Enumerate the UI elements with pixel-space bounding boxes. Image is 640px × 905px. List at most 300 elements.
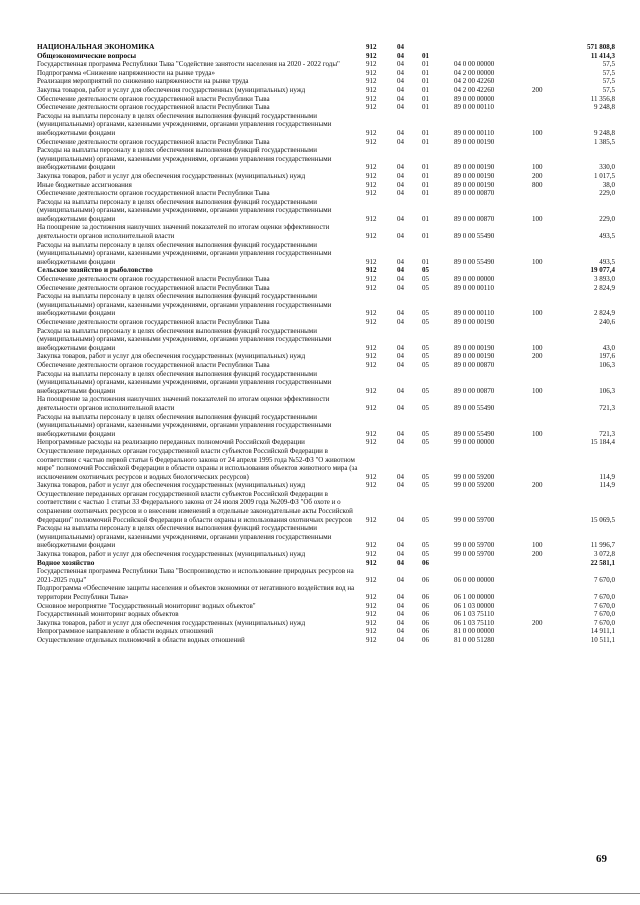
- table-row: [37, 395, 615, 412]
- cell-name: Закупка товаров, работ и услуг для обеспечения государственных (муниципальных) нужд: [37, 618, 306, 627]
- cell-section-code: 04: [397, 472, 404, 481]
- cell-section-code: 04: [397, 266, 404, 275]
- table-section-row: [37, 559, 615, 568]
- cell-ministry-code: 912: [366, 481, 377, 490]
- cell-section-code: 04: [397, 601, 404, 610]
- table-row: [37, 284, 615, 293]
- cell-target-article: 89 0 00 00000: [454, 94, 495, 103]
- cell-amount: 7 670,0: [594, 610, 615, 619]
- table-row: [37, 60, 615, 69]
- cell-ministry-code: 912: [366, 343, 377, 352]
- bottom-divider: [0, 893, 640, 894]
- cell-ministry-code: 912: [366, 575, 377, 584]
- table-row: [37, 327, 615, 353]
- table-row: [37, 95, 615, 104]
- cell-ministry-code: 912: [366, 610, 377, 619]
- cell-amount: 57,5: [602, 85, 615, 94]
- cell-ministry-code: 912: [366, 60, 377, 69]
- cell-expense-type: [531, 636, 561, 645]
- cell-subsection-code: 05: [422, 472, 429, 481]
- cell-amount: 15 184,4: [590, 438, 615, 447]
- cell-ministry-code: 912: [366, 472, 377, 481]
- cell-subsection-code: 01: [422, 68, 429, 77]
- cell-name: Расходы на выплаты персоналу в целях обеспечения выполнения функций государственными (муниципальными) органами, казенными учреждениями, органами управления государственными внебюджетными фондами: [37, 111, 332, 137]
- cell-name: Осуществление отдельных полномочий в области водных отношений: [37, 635, 245, 644]
- cell-subsection-code: 01: [422, 232, 429, 241]
- table-row: [37, 275, 615, 284]
- cell-amount: 106,3: [599, 386, 615, 395]
- cell-target-article: 89 0 00 00870: [454, 189, 495, 198]
- cell-amount: 57,5: [602, 77, 615, 86]
- cell-expense-type: [531, 275, 561, 284]
- cell-ministry-code: 912: [366, 180, 377, 189]
- cell-section-code: 04: [397, 68, 404, 77]
- cell-section-code: 04: [397, 627, 404, 636]
- cell-name: Основное мероприятие "Государственный мониторинг водных объектов": [37, 601, 256, 610]
- cell-name: Обеспечение деятельности органов государственной власти Республики Тыва: [37, 94, 270, 103]
- cell-amount: 15 069,5: [590, 515, 615, 524]
- cell-subsection-code: 05: [422, 438, 429, 447]
- cell-expense-type: [531, 284, 561, 293]
- table-row: [37, 584, 615, 601]
- cell-subsection-code: 05: [422, 429, 429, 438]
- cell-target-article: 89 0 00 55490: [454, 429, 495, 438]
- cell-subsection-code: 05: [422, 275, 429, 284]
- cell-ministry-code: 912: [366, 94, 377, 103]
- table-row: [37, 69, 615, 78]
- cell-target-article: 89 0 00 55490: [454, 257, 495, 266]
- cell-amount: 330,0: [599, 163, 615, 172]
- cell-expense-type: 100: [532, 257, 543, 266]
- cell-expense-type: 200: [532, 550, 543, 559]
- cell-target-article: 99 0 00 59200: [454, 472, 495, 481]
- cell-expense-type: [531, 138, 561, 147]
- cell-section-code: 04: [397, 163, 404, 172]
- cell-section-code: 04: [397, 558, 404, 567]
- cell-name: Расходы на выплаты персоналу в целях обеспечения выполнения функций государственными (муниципальными) органами, казенными учреждениями, органами управления государственными внебюджетными фондами: [37, 524, 332, 550]
- cell-target-article: [453, 52, 531, 61]
- cell-target-article: 89 0 00 00190: [454, 352, 495, 361]
- cell-ministry-code: 912: [366, 51, 377, 60]
- cell-amount: 114,9: [599, 481, 615, 490]
- cell-name: Обеспечение деятельности органов государственной власти Республики Тыва: [37, 360, 270, 369]
- cell-subsection-code: 05: [422, 352, 429, 361]
- cell-section-code: 04: [397, 232, 404, 241]
- cell-amount: 11 356,8: [590, 94, 615, 103]
- cell-expense-type: [531, 60, 561, 69]
- cell-subsection-code: 01: [422, 51, 429, 60]
- cell-expense-type: 100: [532, 541, 543, 550]
- cell-expense-type: 100: [532, 214, 543, 223]
- cell-section-code: 04: [397, 128, 404, 137]
- cell-subsection-code: 01: [422, 60, 429, 69]
- cell-section-code: 04: [397, 103, 404, 112]
- cell-ministry-code: 912: [366, 43, 377, 51]
- cell-amount: 571 808,8: [587, 43, 615, 51]
- cell-target-article: 89 0 00 00190: [454, 163, 495, 172]
- cell-section-code: 04: [397, 515, 404, 524]
- cell-amount: 7 670,0: [594, 601, 615, 610]
- cell-amount: 2 824,9: [594, 309, 615, 318]
- cell-target-article: 89 0 00 00110: [454, 283, 494, 292]
- cell-ministry-code: 912: [366, 163, 377, 172]
- cell-expense-type: [531, 318, 561, 327]
- cell-amount: 721,3: [599, 429, 615, 438]
- cell-amount: 38,0: [602, 180, 615, 189]
- cell-section-code: 04: [397, 438, 404, 447]
- cell-ministry-code: 912: [366, 541, 377, 550]
- cell-name: Закупка товаров, работ и услуг для обеспечения государственных (муниципальных) нужд: [37, 352, 306, 361]
- cell-ministry-code: 912: [366, 593, 377, 601]
- cell-section-code: 04: [397, 171, 404, 180]
- cell-ministry-code: 912: [366, 77, 377, 86]
- cell-amount: 7 670,0: [594, 618, 615, 627]
- cell-ministry-code: 912: [366, 68, 377, 77]
- cell-name: Подпрограмма «Обеспечение защиты населения и объектов экономики от негативного воздействия вод на территории Республики Тыва»: [37, 584, 355, 601]
- table-row: [37, 636, 615, 645]
- table-row: [37, 352, 615, 361]
- cell-target-article: 89 0 00 00110: [454, 103, 494, 112]
- cell-amount: 9 248,8: [594, 103, 615, 112]
- cell-name: Обеспечение деятельности органов государственной власти Республики Тыва: [37, 189, 270, 198]
- cell-amount: 7 670,0: [594, 575, 615, 584]
- cell-expense-type: [531, 438, 561, 447]
- cell-target-article: 89 0 00 55490: [454, 232, 495, 241]
- cell-target-article: 99 0 00 00000: [454, 438, 495, 447]
- cell-target-article: 89 0 00 00190: [454, 137, 495, 146]
- cell-name: Расходы на выплаты персоналу в целях обеспечения выполнения функций государственными (муниципальными) органами, казенными учреждениями, органами управления государственными внебюджетными фондами: [37, 412, 332, 438]
- cell-section-code: 04: [397, 60, 404, 69]
- cell-name: Обеспечение деятельности органов государственной власти Республики Тыва: [37, 318, 270, 326]
- cell-amount: 1 017,5: [594, 171, 615, 180]
- cell-name: Сельское хозяйство и рыболовство: [37, 265, 153, 275]
- cell-expense-type: [531, 103, 561, 112]
- cell-name: Осуществление переданных органам государственной власти субъектов Российской Федерации в соответствии с частью первой статьи 6 Федерального закона от 24 апреля 1995 года №52-ФЗ "О животном мире" полномочий Российской Федерации в области охраны и использования объектов животного мира (за исключением охотничьих ресурсов и водных биологических ресурсов): [37, 446, 358, 481]
- cell-expense-type: [531, 43, 561, 52]
- cell-target-article: 89 0 00 00870: [454, 214, 495, 223]
- cell-expense-type: 200: [532, 85, 543, 94]
- cell-section-code: 04: [397, 43, 404, 51]
- table-row: [37, 189, 615, 198]
- cell-subsection-code: 06: [422, 618, 429, 627]
- cell-expense-type: 100: [532, 386, 543, 395]
- table-row: [37, 138, 615, 147]
- cell-amount: 7 670,0: [594, 593, 615, 601]
- cell-name: На поощрение за достижения наилучших значений показателей по итогам оценки эффективности деятельности органов исполнительной власти: [37, 223, 330, 241]
- cell-target-article: 89 0 00 00000: [454, 275, 495, 284]
- cell-section-code: 04: [397, 309, 404, 318]
- cell-subsection-code: 06: [422, 558, 429, 567]
- cell-amount: 9 248,8: [594, 128, 615, 137]
- cell-target-article: 99 0 00 59200: [454, 481, 495, 490]
- cell-target-article: 06 1 00 00000: [454, 593, 495, 601]
- cell-expense-type: 200: [532, 618, 543, 627]
- table-row: [37, 567, 615, 584]
- table-row: [37, 172, 615, 181]
- cell-section-code: 04: [397, 610, 404, 619]
- cell-section-code: 04: [397, 550, 404, 559]
- cell-name: Расходы на выплаты персоналу в целях обеспечения выполнения функций государственными (муниципальными) органами, казенными учреждениями, органами управления государственными внебюджетными фондами: [37, 326, 332, 352]
- cell-expense-type: [531, 77, 561, 86]
- cell-target-article: 06 1 03 00000: [454, 601, 495, 610]
- cell-amount: 114,9: [599, 472, 615, 481]
- cell-name: Реализация мероприятий по снижению напряженности на рынке труда: [37, 77, 249, 86]
- table-row: [37, 524, 615, 550]
- cell-amount: 57,5: [602, 60, 615, 69]
- cell-expense-type: [531, 361, 561, 370]
- cell-amount: 493,5: [599, 257, 615, 266]
- cell-subsection-code: 06: [422, 601, 429, 610]
- cell-section-code: 04: [397, 635, 404, 644]
- table-row: [37, 438, 615, 447]
- cell-target-article: 89 0 00 55490: [454, 403, 495, 412]
- cell-target-article: 04 2 00 42260: [454, 85, 495, 94]
- cell-target-article: [453, 559, 531, 568]
- cell-section-code: 04: [397, 257, 404, 266]
- cell-ministry-code: 912: [366, 627, 377, 636]
- table-section-row: [37, 52, 615, 61]
- cell-target-article: 89 0 00 00190: [454, 343, 495, 352]
- cell-ministry-code: 912: [366, 275, 377, 284]
- cell-amount: 22 581,1: [590, 558, 615, 567]
- cell-section-code: 04: [397, 94, 404, 103]
- cell-target-article: 99 0 00 59700: [454, 541, 495, 550]
- table-row: [37, 181, 615, 190]
- cell-amount: 10 511,1: [590, 635, 615, 644]
- cell-subsection-code: 01: [422, 163, 429, 172]
- table-row: [37, 223, 615, 240]
- cell-ministry-code: 912: [366, 438, 377, 447]
- cell-expense-type: 100: [532, 309, 543, 318]
- table-row: [37, 361, 615, 370]
- cell-expense-type: [531, 223, 561, 240]
- cell-ministry-code: 912: [366, 214, 377, 223]
- cell-section-code: 04: [397, 386, 404, 395]
- cell-name: Подпрограмма «Снижение напряженности на рынке труда»: [37, 68, 215, 77]
- cell-subsection-code: 05: [422, 403, 429, 412]
- cell-section-code: 04: [397, 481, 404, 490]
- table-row: [37, 318, 615, 327]
- cell-expense-type: [531, 69, 561, 78]
- cell-expense-type: [531, 610, 561, 619]
- cell-ministry-code: 912: [366, 232, 377, 241]
- cell-expense-type: [531, 559, 561, 568]
- cell-name: Закупка товаров, работ и услуг для обеспечения государственных (муниципальных) нужд: [37, 481, 306, 490]
- cell-subsection-code: 05: [422, 309, 429, 318]
- cell-amount: 57,5: [602, 68, 615, 77]
- cell-ministry-code: 912: [366, 137, 377, 146]
- cell-target-article: 89 0 00 00870: [454, 386, 495, 395]
- table-row: [37, 619, 615, 628]
- table-row: [37, 198, 615, 224]
- cell-ministry-code: 912: [366, 618, 377, 627]
- cell-ministry-code: 912: [366, 635, 377, 644]
- table-row: [37, 490, 615, 524]
- cell-subsection-code: 05: [422, 360, 429, 369]
- cell-amount: 11 414,3: [590, 51, 615, 60]
- cell-section-code: 04: [397, 352, 404, 361]
- cell-subsection-code: 05: [422, 266, 429, 275]
- cell-subsection-code: 06: [422, 635, 429, 644]
- table-row: [37, 77, 615, 86]
- cell-subsection-code: 01: [422, 171, 429, 180]
- cell-amount: 240,6: [599, 318, 615, 326]
- cell-name: Иные бюджетные ассигнования: [37, 180, 132, 189]
- cell-expense-type: 100: [532, 163, 543, 172]
- cell-section-code: 04: [397, 593, 404, 601]
- cell-amount: 14 911,1: [590, 627, 615, 636]
- cell-target-article: 89 0 00 00190: [454, 318, 495, 326]
- cell-subsection-code: 01: [422, 180, 429, 189]
- cell-name: Непрограммные расходы на реализацию переданных полномочий Российской Федерации: [37, 438, 305, 447]
- cell-name: Общеэкономические вопросы: [37, 50, 137, 60]
- cell-name: Расходы на выплаты персоналу в целях обеспечения выполнения функций государственными (муниципальными) органами, казенными учреждениями, органами управления государственными внебюджетными фондами: [37, 197, 332, 223]
- cell-name: Государственный мониторинг водных объектов: [37, 610, 179, 619]
- cell-expense-type: [531, 584, 561, 601]
- table-row: [37, 370, 615, 396]
- cell-expense-type: [531, 627, 561, 636]
- cell-subsection-code: 01: [422, 128, 429, 137]
- table-row: [37, 146, 615, 172]
- cell-target-article: 06 1 03 75110: [454, 618, 494, 627]
- cell-amount: 1 385,5: [594, 137, 615, 146]
- table-row: [37, 627, 615, 636]
- cell-amount: 229,0: [599, 214, 615, 223]
- cell-name: НАЦИОНАЛЬНАЯ ЭКОНОМИКА: [37, 42, 155, 51]
- table-row: [37, 413, 615, 439]
- budget-table-container: [37, 43, 615, 645]
- cell-target-article: 81 0 00 00000: [454, 627, 495, 636]
- cell-expense-type: 100: [532, 343, 543, 352]
- cell-subsection-code: 01: [422, 137, 429, 146]
- cell-subsection-code: 01: [422, 103, 429, 112]
- cell-section-code: 04: [397, 318, 404, 326]
- cell-name: Непрограммное направление в области водных отношений: [37, 627, 214, 636]
- cell-section-code: 04: [397, 189, 404, 198]
- cell-subsection-code: 05: [422, 318, 429, 326]
- cell-subsection-code: 06: [422, 575, 429, 584]
- cell-expense-type: [531, 602, 561, 611]
- cell-name: Государственная программа Республики Тыва "Воспроизводство и использование природных ресурсов на 2021-2025 годы": [37, 567, 354, 584]
- cell-section-code: 04: [397, 618, 404, 627]
- cell-name: Осуществление переданных органам государственной власти субъектов Российской Федерации в соответствии с частью 1 статьи 33 Федерального закона от 24 июля 2009 года №209-ФЗ "Об охоте и о сохранении охотничьих ресурсов и о внесении изменений в отдельные законодательные акты Российской Федерации" полномочий Российской Федерации в области охраны и использования охотничьих ресурсов: [37, 489, 353, 524]
- cell-expense-type: 200: [532, 481, 543, 490]
- cell-subsection-code: 05: [422, 550, 429, 559]
- cell-ministry-code: 912: [366, 85, 377, 94]
- cell-amount: 197,6: [599, 352, 615, 361]
- table-row: [37, 602, 615, 611]
- cell-section-code: 04: [397, 85, 404, 94]
- cell-ministry-code: 912: [366, 257, 377, 266]
- table-row: [37, 86, 615, 95]
- cell-ministry-code: 912: [366, 103, 377, 112]
- cell-expense-type: [531, 266, 561, 275]
- cell-ministry-code: 912: [366, 128, 377, 137]
- cell-ministry-code: 912: [366, 171, 377, 180]
- cell-name: Закупка товаров, работ и услуг для обеспечения государственных (муниципальных) нужд: [37, 171, 306, 180]
- cell-section-code: 04: [397, 541, 404, 550]
- cell-amount: 106,3: [599, 360, 615, 369]
- table-row: [37, 550, 615, 559]
- cell-amount: 493,5: [599, 232, 615, 241]
- cell-ministry-code: 912: [366, 352, 377, 361]
- cell-subsection-code: 01: [422, 214, 429, 223]
- cell-subsection-code: 01: [422, 189, 429, 198]
- cell-section-code: 04: [397, 275, 404, 284]
- budget-table: [37, 43, 615, 645]
- cell-name: Расходы на выплаты персоналу в целях обеспечения выполнения функций государственными (муниципальными) органами, казенными учреждениями, органами управления государственными внебюджетными фондами: [37, 240, 332, 266]
- cell-section-code: 04: [397, 77, 404, 86]
- budget-table-body: [37, 43, 615, 645]
- cell-amount: 19 077,4: [590, 266, 615, 275]
- cell-subsection-code: 05: [422, 481, 429, 490]
- cell-section-code: 04: [397, 283, 404, 292]
- cell-name: Расходы на выплаты персоналу в целях обеспечения выполнения функций государственными (муниципальными) органами, казенными учреждениями, органами управления государственными внебюджетными фондами: [37, 292, 332, 318]
- cell-ministry-code: 912: [366, 550, 377, 559]
- cell-amount: 2 824,9: [594, 283, 615, 292]
- cell-amount: 11 996,7: [590, 541, 615, 550]
- cell-amount: 721,3: [599, 403, 615, 412]
- cell-target-article: 81 0 00 51280: [454, 635, 495, 644]
- cell-expense-type: [531, 52, 561, 61]
- table-row: [37, 481, 615, 490]
- cell-subsection-code: 01: [422, 77, 429, 86]
- cell-expense-type: [531, 567, 561, 584]
- cell-subsection-code: 05: [422, 541, 429, 550]
- cell-name: Обеспечение деятельности органов государственной власти Республики Тыва: [37, 103, 270, 112]
- cell-ministry-code: 912: [366, 429, 377, 438]
- cell-expense-type: 100: [532, 429, 543, 438]
- table-section-row: [37, 266, 615, 275]
- cell-amount: 3 072,8: [594, 550, 615, 559]
- cell-expense-type: [531, 395, 561, 412]
- cell-ministry-code: 912: [366, 266, 377, 275]
- cell-section-code: 04: [397, 429, 404, 438]
- table-row: [37, 447, 615, 481]
- cell-section-code: 04: [397, 403, 404, 412]
- cell-amount: 3 893,0: [594, 275, 615, 284]
- cell-section-code: 04: [397, 575, 404, 584]
- cell-expense-type: [531, 189, 561, 198]
- cell-section-code: 04: [397, 137, 404, 146]
- cell-name: Обеспечение деятельности органов государственной власти Республики Тыва: [37, 137, 270, 146]
- cell-expense-type: [531, 447, 561, 481]
- cell-subsection-code: 05: [422, 283, 429, 292]
- cell-section-code: 04: [397, 180, 404, 189]
- cell-target-article: [453, 43, 531, 52]
- cell-ministry-code: 912: [366, 318, 377, 326]
- cell-ministry-code: 912: [366, 309, 377, 318]
- cell-subsection-code: [421, 43, 453, 52]
- cell-target-article: 04 2 00 00000: [454, 68, 495, 77]
- cell-target-article: 89 0 00 00190: [454, 171, 495, 180]
- cell-target-article: [453, 266, 531, 275]
- cell-subsection-code: 01: [422, 257, 429, 266]
- cell-subsection-code: 05: [422, 515, 429, 524]
- page-number: 69: [596, 853, 607, 865]
- cell-name: Закупка товаров, работ и услуг для обеспечения государственных (муниципальных) нужд: [37, 550, 306, 559]
- cell-section-code: 04: [397, 214, 404, 223]
- cell-target-article: 06 1 03 75110: [454, 610, 494, 619]
- cell-ministry-code: 912: [366, 403, 377, 412]
- cell-target-article: 89 0 00 00110: [454, 128, 494, 137]
- cell-subsection-code: 06: [422, 627, 429, 636]
- cell-name: На поощрение за достижения наилучших значений показателей по итогам оценки эффективности деятельности органов исполнительной власти: [37, 395, 330, 412]
- cell-ministry-code: 912: [366, 283, 377, 292]
- cell-target-article: 04 2 00 42260: [454, 77, 495, 86]
- cell-target-article: 89 0 00 00870: [454, 360, 495, 369]
- cell-subsection-code: 06: [422, 610, 429, 619]
